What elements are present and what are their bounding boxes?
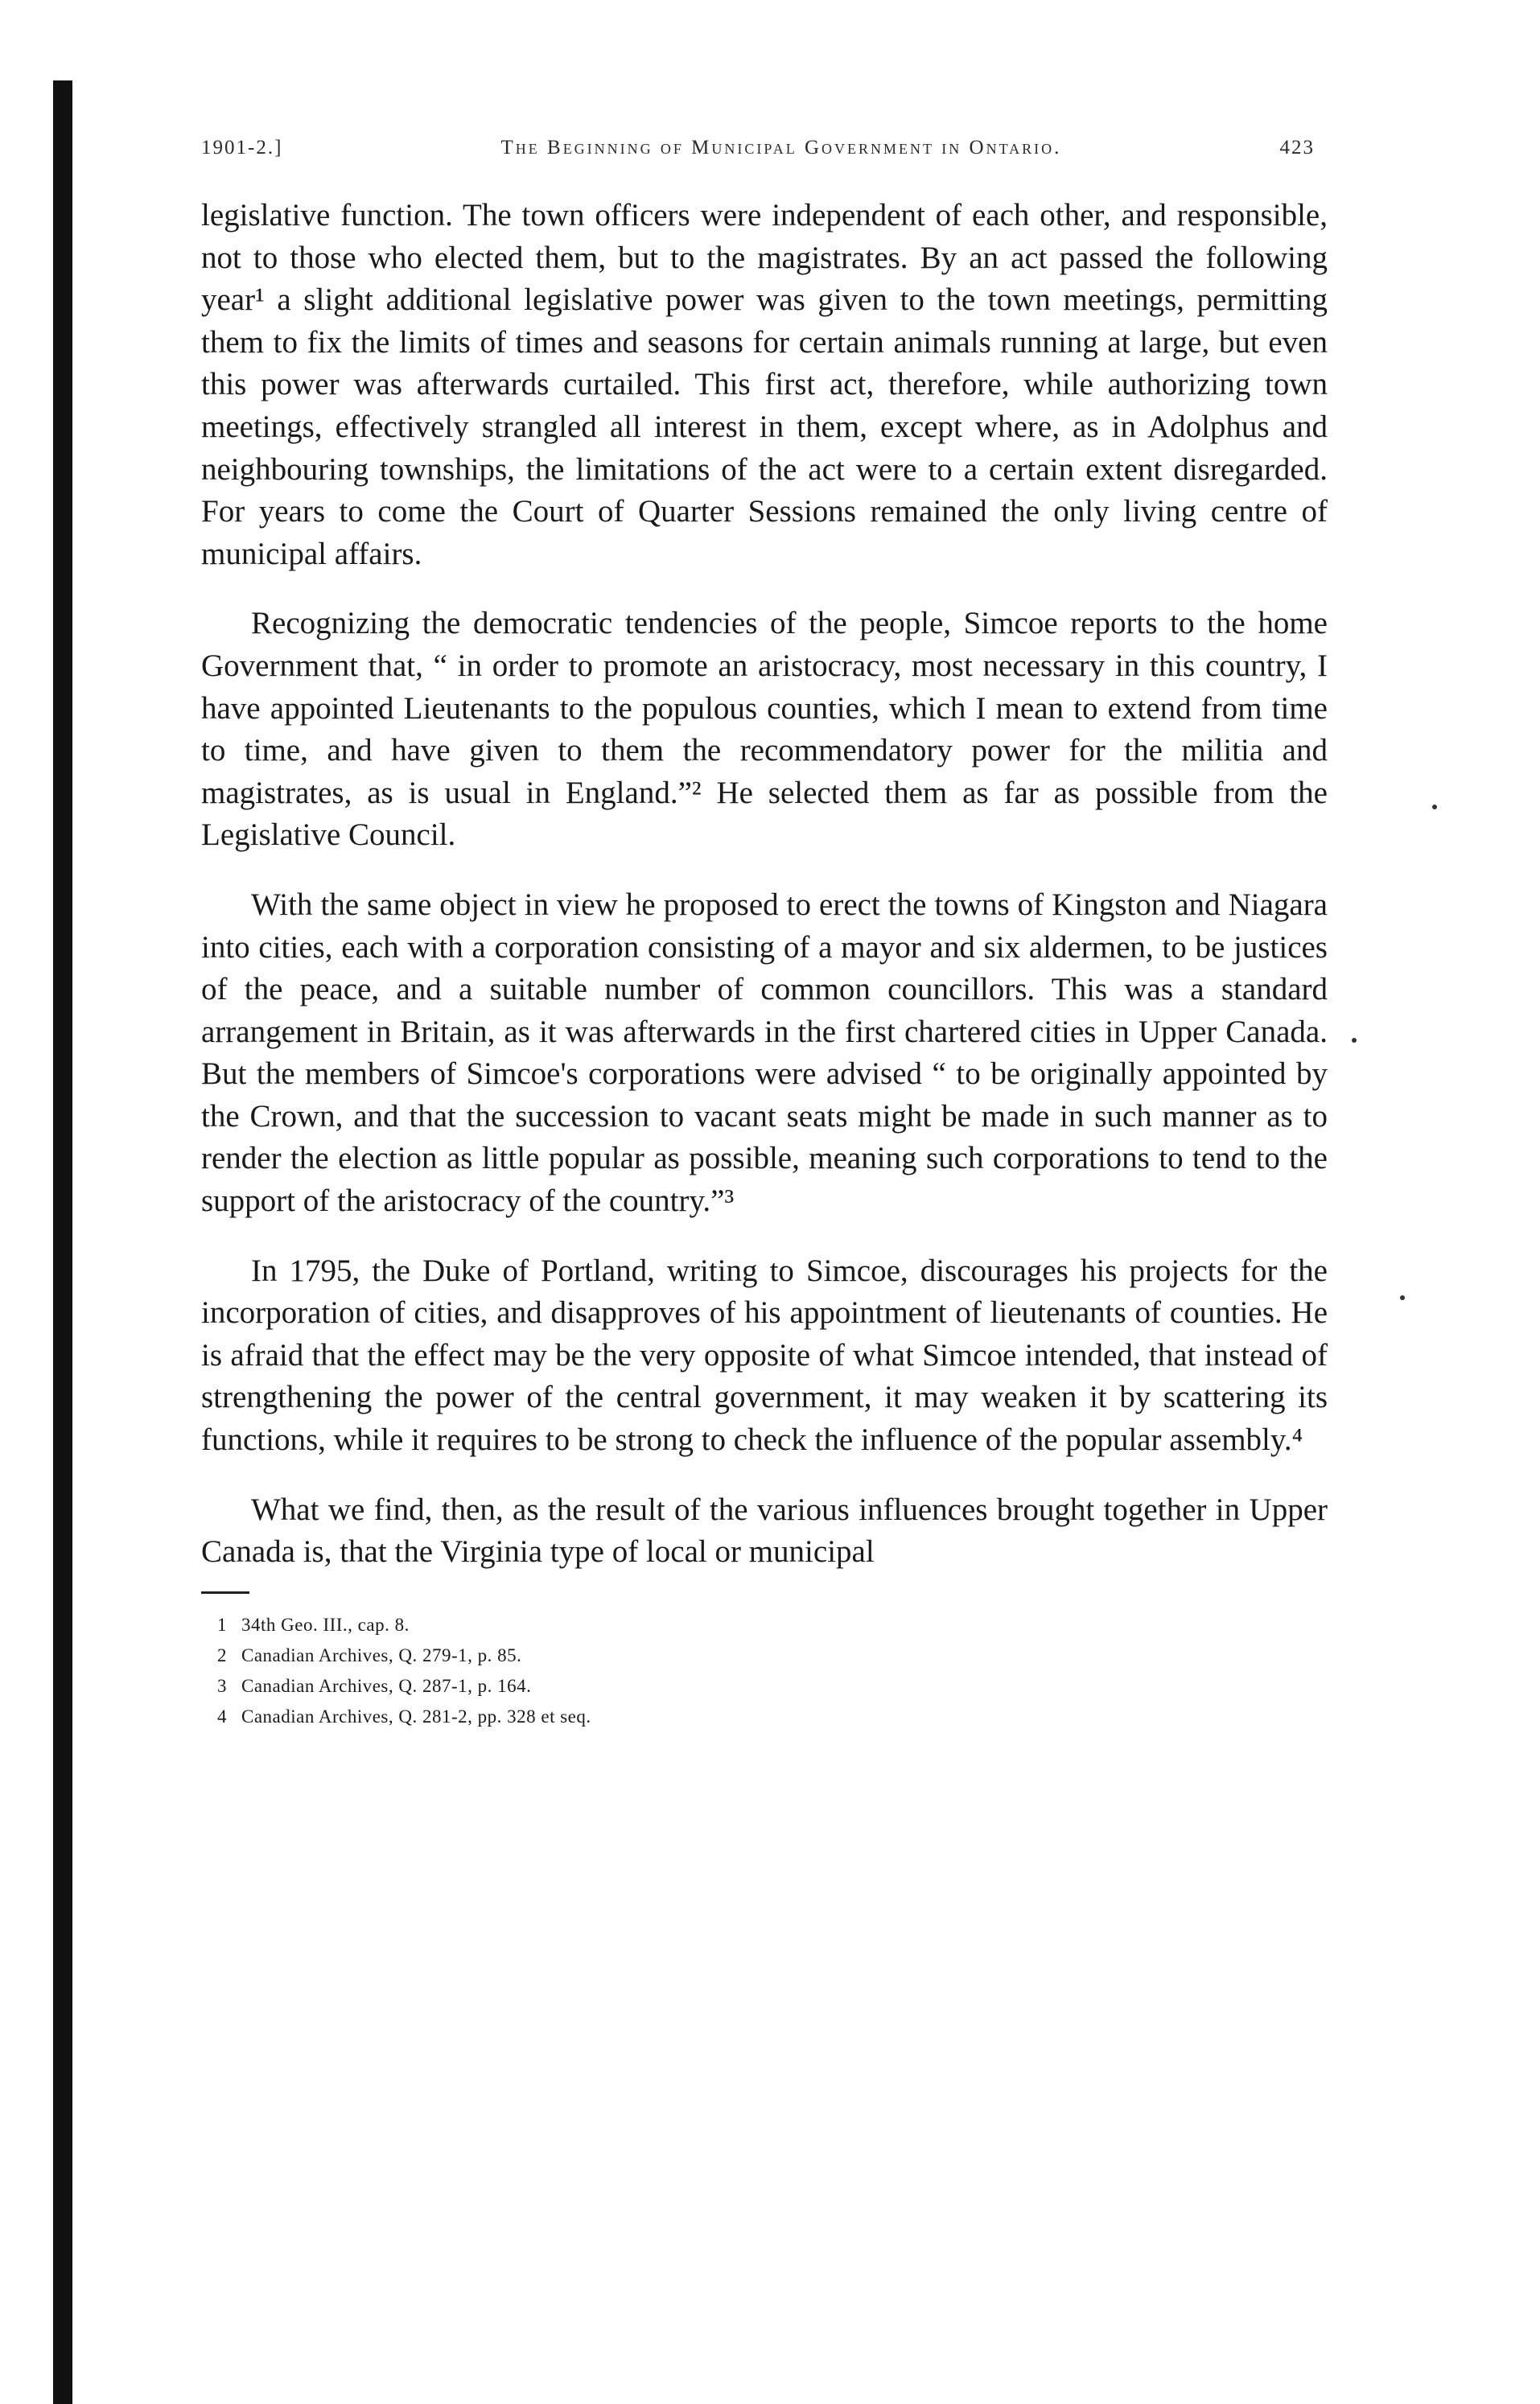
paragraph-4: In 1795, the Duke of Portland, writing to Simcoe, discourages his projects for the incorporation of cities, and disapproves of his appointment of lieutenants of counties. He is afraid that the effect may be the very opposite of what Simcoe intended, that instead of strengthening the power of the central government, it may weaken it by scattering its functions, while it requires to be strong to check the influence of the popular assembly.⁴ [201, 1253, 1328, 1458]
paragraph-5: What we find, then, as the result of the various influences brought together in Upper Canada is, that the Virginia type of local or municipal [201, 1492, 1328, 1570]
page-number: 423 [1279, 137, 1315, 158]
footnotes [217, 1610, 1328, 1732]
footnote [217, 1640, 1328, 1671]
footnote-rule [201, 1591, 249, 1594]
paragraph-1: legislative function. The town officers were independent of each other, and responsible, not to those who elected them, but to the magistrates. By an act passed the following year¹ a slight additional legislative power was given to the town meetings, permitting them to fix the limits of times and seasons for certain animals running at large, but even this power was afterwards curtailed. This first act, therefore, while authorizing town meetings, effectively strangled all interest in them, except where, as in Adolphus and neighbouring townships, the limitations of the act were to a certain extent disregarded. For years to come the Court of Quarter Sessions remained the only living centre of municipal affairs. [201, 198, 1328, 571]
footnote-number: 1 [217, 1614, 227, 1635]
footnote-text: Canadian Archives, Q. 287-1, p. 164. [241, 1675, 532, 1696]
footnote [217, 1702, 1328, 1732]
footnote [217, 1671, 1328, 1702]
footnote-number: 2 [217, 1645, 227, 1665]
footnote-number: 3 [217, 1675, 227, 1696]
footnote [217, 1610, 1328, 1640]
running-head-title: The Beginning of Municipal Government in Ontario. [500, 137, 1062, 158]
footnote-text: Canadian Archives, Q. 281-2, pp. 328 et seq. [241, 1706, 591, 1727]
scan-speck [1400, 1295, 1405, 1300]
scan-speck [1432, 805, 1437, 809]
running-head [201, 137, 1328, 159]
book-page [201, 137, 1328, 1732]
paragraph-3: With the same object in view he proposed to erect the towns of Kingston and Niagara into cities, each with a corporation consisting of a mayor and six aldermen, to be justices of the peace, and a suitable number of common councillors. This was a standard arrangement in Britain, as it was afterwards in the first chartered cities in Upper Canada. But the members of Simcoe's corporations were advised “ to be originally appointed by the Crown, and that the succession to vacant seats might be made in such manner as to render the election as little popular as possible, meaning such corporations to tend to the support of the aristocracy of the country.”³ [201, 887, 1328, 1219]
scan-binding-edge [53, 80, 72, 2404]
footnote-number: 4 [217, 1706, 227, 1727]
footnote-text: 34th Geo. III., cap. 8. [241, 1614, 410, 1635]
paragraph-2: Recognizing the democratic tendencies of the people, Simcoe reports to the home Government that, “ in order to promote an aristocracy, most necessary in this country, I have appointed Lieutenants to the populous counties, which I mean to extend from time to time, and have given to them the recommendatory power for the militia and magistrates, as is usual in England.”² He selected them as far as possible from the Legislative Council. [201, 606, 1328, 853]
scan-speck [1352, 1038, 1357, 1043]
running-head-volume: 1901-2.] [201, 137, 283, 158]
footnote-text: Canadian Archives, Q. 279-1, p. 85. [241, 1645, 522, 1665]
